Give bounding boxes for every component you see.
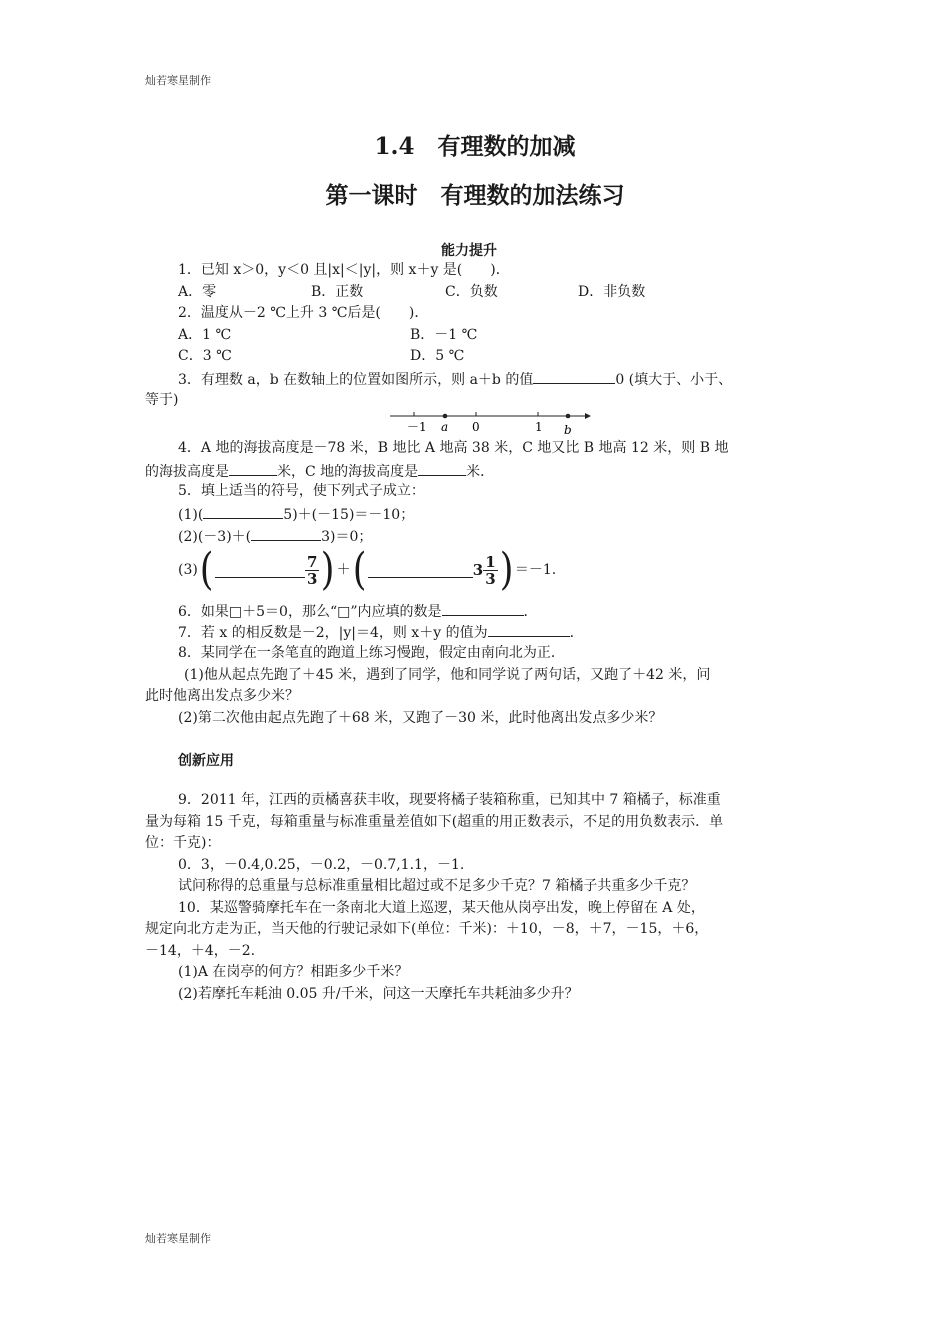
number-line-figure: [385, 405, 600, 437]
left-paren: (: [199, 544, 214, 595]
arrow-head-icon: [585, 413, 591, 419]
q4-text-b: 米，C 地的海拔高度是: [277, 464, 419, 480]
q6: [178, 601, 538, 621]
q1-option-d: D．非负数: [578, 284, 646, 300]
tick-label-a: a: [441, 420, 449, 434]
q3-text-pre: 3．有理数 a，b 在数轴上的位置如图所示，则 a＋b 的值: [178, 372, 534, 388]
fraction-7-3: [305, 554, 319, 587]
point-b: [566, 414, 571, 419]
tick-label-1: 1: [535, 420, 543, 434]
q4-text-c: 米．: [466, 464, 495, 480]
q1-option-c: C．负数: [445, 284, 498, 300]
left-paren: (: [352, 544, 367, 595]
q5-part3: [178, 544, 557, 595]
tick-label-minus1: －1: [407, 420, 427, 434]
answer-blank: [251, 526, 321, 541]
q8-part1: (1)他从起点先跑了＋45 米，遇到了同学，他和同学说了两句话，又跑了＋42 米，问: [184, 667, 711, 683]
answer-blank: [215, 563, 305, 578]
q4-line1: 4．A 地的海拔高度是－78 米，B 地比 A 地高 38 米，C 地又比 B 地高 12 米，则 B 地: [178, 440, 729, 456]
q3-line1: [178, 369, 732, 389]
q5-p1-suffix: 5)＋(－15)＝－10；: [283, 507, 415, 523]
q9-question: 试问称得的总重量与总标准重量相比超过或不足多少千克？7 箱橘子共重多少千克？: [178, 878, 696, 894]
q5-stem: 5．填上适当的符号，使下列式子成立：: [178, 483, 425, 499]
q8-part1-cont: 此时他离出发点多少米？: [145, 688, 299, 704]
q2-option-b: B．－1 ℃: [410, 327, 478, 343]
q7-end: ．: [569, 625, 584, 641]
q6-text: 6．如果□＋5＝0，那么“□”内应填的数是: [178, 604, 442, 620]
q9-data: 0．3，－0.4,0.25，－0.2，－0.7,1.1，－1.: [178, 857, 465, 873]
q5-p3-equals: ＝－1.: [514, 562, 557, 578]
q9-line1: 9．2011 年，江西的贡橘喜获丰收，现要将橘子装箱称重，已知其中 7 箱橘子，标准重: [178, 792, 721, 808]
q10-part2: (2)若摩托车耗油 0.05 升/千米，问这一天摩托车共耗油多少升？: [178, 986, 579, 1002]
plus-sign: ＋: [336, 562, 351, 578]
q7-text: 7．若 x 的相反数是－2，|y|＝4，则 x＋y 的值为: [178, 625, 488, 641]
fraction-numerator: 7: [307, 552, 318, 571]
q2-option-c: C．3 ℃: [178, 348, 232, 364]
answer-blank: [203, 504, 283, 519]
q9-line3: 位：千克)：: [145, 835, 221, 851]
q4-line2: [145, 461, 494, 481]
fraction-numerator: 1: [485, 552, 496, 571]
q5-p1-prefix: (1)(: [178, 507, 204, 523]
q5-p2-suffix: 3)＝0；: [321, 529, 373, 545]
section-heading-innovation: 创新应用: [178, 753, 234, 769]
answer-blank: [229, 461, 277, 476]
q1-option-a: A．零: [178, 284, 217, 300]
section-heading-ability: 能力提升: [441, 243, 497, 259]
page-title: 1.4 有理数的加减: [374, 133, 576, 160]
q1-option-b: B．正数: [311, 284, 364, 300]
q9-line2: 量为每箱 15 千克，每箱重量与标准重量差值如下(超重的用正数表示，不足的用负数表示．单: [145, 814, 724, 830]
q8-part2: (2)第二次他由起点先跑了＋68 米，又跑了－30 米，此时他离出发点多少米？: [178, 710, 663, 726]
answer-blank: [488, 622, 570, 637]
q3-line2: 等于): [145, 392, 179, 408]
q2-stem: 2．温度从－2 ℃上升 3 ℃后是( )．: [178, 305, 429, 321]
right-paren: ): [321, 544, 335, 595]
fraction-denominator: 3: [485, 569, 496, 588]
q5-p3-prefix: (3): [178, 562, 198, 578]
page-header: 灿若寒星制作: [145, 74, 211, 87]
q5-part1: [178, 504, 414, 524]
q5-p2-prefix: (2)(－3)＋(: [178, 529, 252, 545]
q2-option-d: D．5 ℃: [410, 348, 465, 364]
answer-blank: [368, 563, 473, 578]
tick-label-b: b: [564, 423, 572, 437]
q10-part1: (1)A 在岗亭的何方？相距多少千米？: [178, 964, 409, 980]
page-footer: 灿若寒星制作: [145, 1232, 211, 1245]
answer-blank: [418, 461, 466, 476]
q10-line2: 规定向北方走为正，当天他的行驶记录如下(单位：千米)：＋10，－8，＋7，－15，＋6，: [145, 921, 709, 937]
q10-line1: 10．某巡警骑摩托车在一条南北大道上巡逻，某天他从岗亭出发，晚上停留在 A 处，: [178, 900, 705, 916]
point-a: [443, 414, 448, 419]
answer-blank: [533, 369, 615, 384]
q5-part2: [178, 526, 372, 546]
q6-end: ．: [523, 604, 538, 620]
page-subtitle: 第一课时 有理数的加法练习: [325, 182, 625, 209]
q1-stem: 1．已知 x＞0，y＜0 且|x|＜|y|，则 x＋y 是( )．: [178, 262, 510, 278]
q4-text-a: 的海拔高度是: [145, 464, 229, 480]
fraction-1-3: [483, 554, 497, 587]
q8-stem: 8．某同学在一条笔直的跑道上练习慢跑，假定由南向北为正．: [178, 645, 565, 661]
tick-label-0: 0: [472, 420, 480, 434]
mixed-whole: 3: [472, 561, 484, 579]
fraction-denominator: 3: [307, 569, 318, 588]
answer-blank: [442, 601, 524, 616]
right-paren: ): [499, 544, 514, 595]
q3-text-post: 0 (填大于、小于、: [615, 372, 733, 388]
q10-line3: －14，＋4，－2.: [145, 943, 256, 959]
q7: [178, 622, 584, 642]
q2-option-a: A．1 ℃: [178, 327, 232, 343]
